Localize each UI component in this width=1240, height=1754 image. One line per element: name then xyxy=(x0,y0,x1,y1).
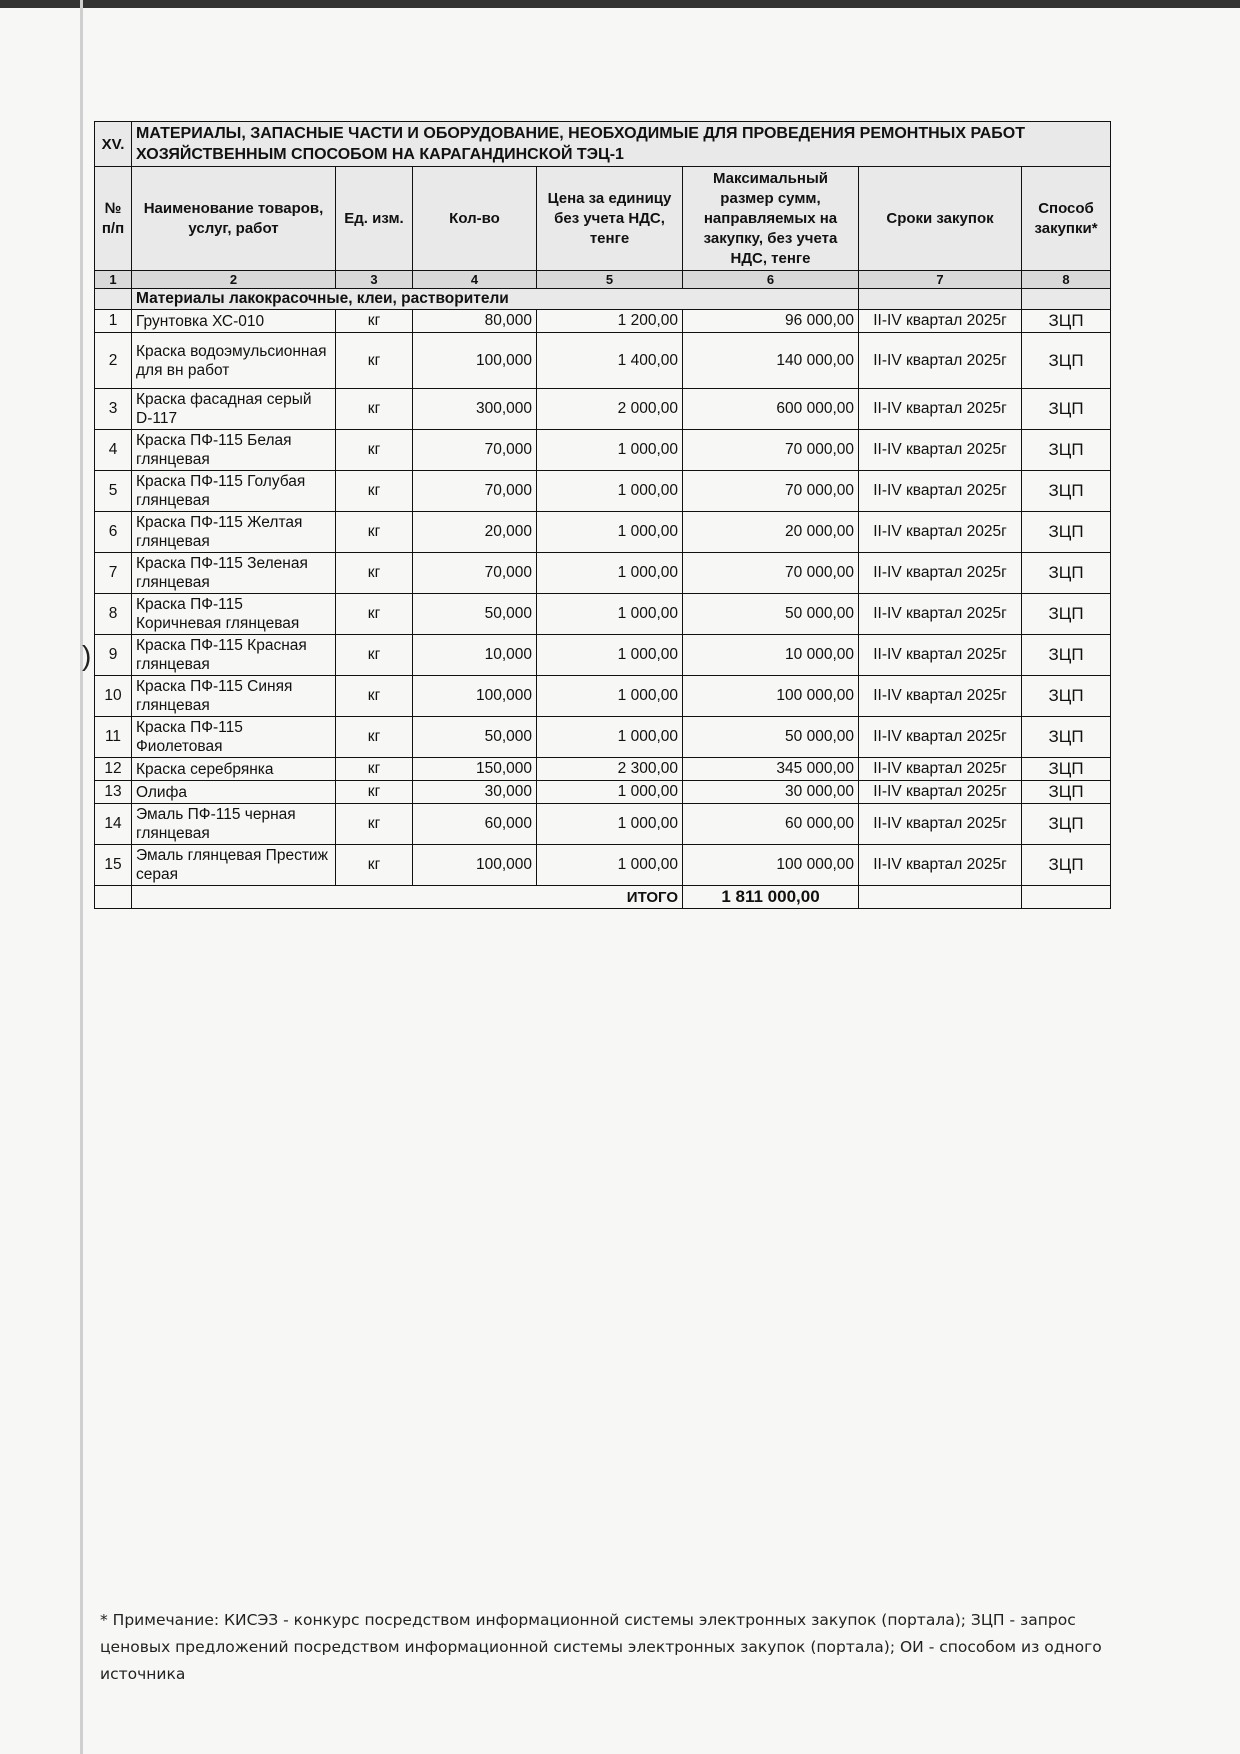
category-num-cell xyxy=(95,289,132,310)
max-sum: 50 000,00 xyxy=(683,717,859,758)
column-index-row xyxy=(95,271,1111,289)
unit: кг xyxy=(336,430,413,471)
total-empty-cell xyxy=(859,886,1022,909)
purchase-period: II-IV квартал 2025г xyxy=(859,333,1022,389)
row-number: 6 xyxy=(95,512,132,553)
footnote: * Примечание: КИСЭЗ - конкурс посредством информационной системы электронных закупок (портала); ЗЦП - запрос ценовых предложений посредством информационной системы электронных закупок (портала); ОИ - способом из одного источника xyxy=(100,1611,1102,1683)
category-label: Материалы лакокрасочные, клеи, растворители xyxy=(132,289,859,310)
col-header-name: Наименование товаров, услуг, работ xyxy=(132,167,336,271)
col-index: 8 xyxy=(1022,271,1111,289)
item-name: Краска ПФ-115 Желтая глянцевая xyxy=(132,512,336,553)
item-name: Краска ПФ-115 Синяя глянцевая xyxy=(132,676,336,717)
row-number: 8 xyxy=(95,594,132,635)
table-row xyxy=(95,676,1111,717)
col-index: 1 xyxy=(95,271,132,289)
row-number: 2 xyxy=(95,333,132,389)
col-index: 5 xyxy=(537,271,683,289)
table-row xyxy=(95,389,1111,430)
section-header-row xyxy=(95,122,1111,167)
table-row xyxy=(95,717,1111,758)
unit-price: 1 000,00 xyxy=(537,717,683,758)
max-sum: 70 000,00 xyxy=(683,471,859,512)
unit-price: 1 000,00 xyxy=(537,594,683,635)
col-index: 2 xyxy=(132,271,336,289)
unit: кг xyxy=(336,781,413,804)
col-header-num: № п/п xyxy=(95,167,132,271)
max-sum: 60 000,00 xyxy=(683,804,859,845)
item-name: Краска серебрянка xyxy=(132,758,336,781)
item-name: Краска ПФ-115 Фиолетовая xyxy=(132,717,336,758)
item-name: Краска ПФ-115 Коричневая глянцевая xyxy=(132,594,336,635)
item-name: Краска ПФ-115 Зеленая глянцевая xyxy=(132,553,336,594)
row-number: 9 xyxy=(95,635,132,676)
unit: кг xyxy=(336,512,413,553)
unit: кг xyxy=(336,471,413,512)
quantity: 100,000 xyxy=(413,676,537,717)
unit-price: 1 000,00 xyxy=(537,553,683,594)
quantity: 80,000 xyxy=(413,310,537,333)
purchase-period: II-IV квартал 2025г xyxy=(859,781,1022,804)
unit-price: 1 000,00 xyxy=(537,635,683,676)
purchase-method: ЗЦП xyxy=(1022,471,1111,512)
purchase-period: II-IV квартал 2025г xyxy=(859,676,1022,717)
table-row xyxy=(95,804,1111,845)
row-number: 13 xyxy=(95,781,132,804)
col-header-sum: Максимальный размер сумм, направляемых на закупку, без учета НДС, тенге xyxy=(683,167,859,271)
purchase-method: ЗЦП xyxy=(1022,781,1111,804)
category-row xyxy=(95,289,1111,310)
max-sum: 10 000,00 xyxy=(683,635,859,676)
col-header-period: Сроки закупок xyxy=(859,167,1022,271)
procurement-table-container xyxy=(94,121,1110,909)
section-title: МАТЕРИАЛЫ, ЗАПАСНЫЕ ЧАСТИ И ОБОРУДОВАНИЕ, НЕОБХОДИМЫЕ ДЛЯ ПРОВЕДЕНИЯ РЕМОНТНЫХ РАБОТ ХОЗЯЙСТВЕННЫМ СПОСОБОМ НА КАРАГАНДИНСКОЙ ТЭЦ-1 xyxy=(132,122,1111,167)
table-row xyxy=(95,781,1111,804)
max-sum: 50 000,00 xyxy=(683,594,859,635)
unit: кг xyxy=(336,676,413,717)
procurement-table xyxy=(94,121,1111,909)
row-number: 14 xyxy=(95,804,132,845)
table-row xyxy=(95,553,1111,594)
item-name: Краска ПФ-115 Белая глянцевая xyxy=(132,430,336,471)
category-empty-cell xyxy=(859,289,1022,310)
unit: кг xyxy=(336,717,413,758)
item-name: Грунтовка ХС-010 xyxy=(132,310,336,333)
max-sum: 70 000,00 xyxy=(683,553,859,594)
table-row xyxy=(95,594,1111,635)
quantity: 70,000 xyxy=(413,471,537,512)
table-row xyxy=(95,758,1111,781)
purchase-method: ЗЦП xyxy=(1022,758,1111,781)
unit-price: 1 000,00 xyxy=(537,430,683,471)
purchase-period: II-IV квартал 2025г xyxy=(859,310,1022,333)
purchase-method: ЗЦП xyxy=(1022,845,1111,886)
column-header-row xyxy=(95,167,1111,271)
row-number: 3 xyxy=(95,389,132,430)
table-row xyxy=(95,635,1111,676)
purchase-period: II-IV квартал 2025г xyxy=(859,758,1022,781)
row-number: 11 xyxy=(95,717,132,758)
purchase-method: ЗЦП xyxy=(1022,512,1111,553)
col-header-method: Способ закупки* xyxy=(1022,167,1111,271)
max-sum: 100 000,00 xyxy=(683,676,859,717)
unit-price: 2 300,00 xyxy=(537,758,683,781)
row-number: 4 xyxy=(95,430,132,471)
row-number: 7 xyxy=(95,553,132,594)
purchase-method: ЗЦП xyxy=(1022,389,1111,430)
col-header-unit: Ед. изм. xyxy=(336,167,413,271)
total-row xyxy=(95,886,1111,909)
purchase-method: ЗЦП xyxy=(1022,676,1111,717)
unit-price: 1 200,00 xyxy=(537,310,683,333)
quantity: 70,000 xyxy=(413,553,537,594)
purchase-period: II-IV квартал 2025г xyxy=(859,804,1022,845)
unit: кг xyxy=(336,594,413,635)
quantity: 70,000 xyxy=(413,430,537,471)
quantity: 10,000 xyxy=(413,635,537,676)
margin-mark: ) xyxy=(82,640,92,671)
item-name: Краска ПФ-115 Красная глянцевая xyxy=(132,635,336,676)
max-sum: 96 000,00 xyxy=(683,310,859,333)
col-header-price: Цена за единицу без учета НДС, тенге xyxy=(537,167,683,271)
unit-price: 1 400,00 xyxy=(537,333,683,389)
purchase-method: ЗЦП xyxy=(1022,333,1111,389)
unit-price: 1 000,00 xyxy=(537,471,683,512)
table-row xyxy=(95,471,1111,512)
row-number: 5 xyxy=(95,471,132,512)
col-index: 6 xyxy=(683,271,859,289)
unit: кг xyxy=(336,758,413,781)
col-index: 3 xyxy=(336,271,413,289)
quantity: 20,000 xyxy=(413,512,537,553)
row-number: 12 xyxy=(95,758,132,781)
total-empty-cell xyxy=(1022,886,1111,909)
quantity: 50,000 xyxy=(413,717,537,758)
max-sum: 345 000,00 xyxy=(683,758,859,781)
table-row xyxy=(95,333,1111,389)
quantity: 100,000 xyxy=(413,845,537,886)
purchase-method: ЗЦП xyxy=(1022,635,1111,676)
item-name: Олифа xyxy=(132,781,336,804)
purchase-period: II-IV квартал 2025г xyxy=(859,471,1022,512)
section-number: XV. xyxy=(95,122,132,167)
item-name: Эмаль глянцевая Престиж серая xyxy=(132,845,336,886)
col-index: 4 xyxy=(413,271,537,289)
total-label: ИТОГО xyxy=(132,886,683,909)
table-row xyxy=(95,310,1111,333)
max-sum: 20 000,00 xyxy=(683,512,859,553)
item-name: Эмаль ПФ-115 черная глянцевая xyxy=(132,804,336,845)
purchase-method: ЗЦП xyxy=(1022,717,1111,758)
purchase-period: II-IV квартал 2025г xyxy=(859,845,1022,886)
quantity: 30,000 xyxy=(413,781,537,804)
item-name: Краска водоэмульсионная для вн работ xyxy=(132,333,336,389)
row-number: 15 xyxy=(95,845,132,886)
quantity: 50,000 xyxy=(413,594,537,635)
quantity: 100,000 xyxy=(413,333,537,389)
purchase-period: II-IV квартал 2025г xyxy=(859,553,1022,594)
unit: кг xyxy=(336,389,413,430)
purchase-period: II-IV квартал 2025г xyxy=(859,512,1022,553)
unit: кг xyxy=(336,845,413,886)
col-index: 7 xyxy=(859,271,1022,289)
total-value: 1 811 000,00 xyxy=(683,886,859,909)
col-header-qty: Кол-во xyxy=(413,167,537,271)
table-row xyxy=(95,845,1111,886)
max-sum: 70 000,00 xyxy=(683,430,859,471)
row-number: 1 xyxy=(95,310,132,333)
table-row xyxy=(95,430,1111,471)
purchase-period: II-IV квартал 2025г xyxy=(859,430,1022,471)
max-sum: 30 000,00 xyxy=(683,781,859,804)
unit-price: 1 000,00 xyxy=(537,676,683,717)
quantity: 300,000 xyxy=(413,389,537,430)
purchase-method: ЗЦП xyxy=(1022,430,1111,471)
row-number: 10 xyxy=(95,676,132,717)
unit: кг xyxy=(336,333,413,389)
unit: кг xyxy=(336,553,413,594)
table-row xyxy=(95,512,1111,553)
quantity: 60,000 xyxy=(413,804,537,845)
purchase-period: II-IV квартал 2025г xyxy=(859,635,1022,676)
max-sum: 600 000,00 xyxy=(683,389,859,430)
binding-edge xyxy=(80,0,83,1754)
purchase-period: II-IV квартал 2025г xyxy=(859,717,1022,758)
scan-top-edge xyxy=(0,0,1240,8)
unit-price: 1 000,00 xyxy=(537,512,683,553)
unit-price: 1 000,00 xyxy=(537,845,683,886)
unit: кг xyxy=(336,804,413,845)
item-name: Краска ПФ-115 Голубая глянцевая xyxy=(132,471,336,512)
purchase-method: ЗЦП xyxy=(1022,553,1111,594)
purchase-method: ЗЦП xyxy=(1022,804,1111,845)
purchase-method: ЗЦП xyxy=(1022,594,1111,635)
unit-price: 1 000,00 xyxy=(537,781,683,804)
max-sum: 100 000,00 xyxy=(683,845,859,886)
quantity: 150,000 xyxy=(413,758,537,781)
unit: кг xyxy=(336,310,413,333)
item-name: Краска фасадная серый D-117 xyxy=(132,389,336,430)
unit-price: 2 000,00 xyxy=(537,389,683,430)
purchase-period: II-IV квартал 2025г xyxy=(859,594,1022,635)
unit: кг xyxy=(336,635,413,676)
unit-price: 1 000,00 xyxy=(537,804,683,845)
max-sum: 140 000,00 xyxy=(683,333,859,389)
total-empty-cell xyxy=(95,886,132,909)
purchase-method: ЗЦП xyxy=(1022,310,1111,333)
category-empty-cell xyxy=(1022,289,1111,310)
purchase-period: II-IV квартал 2025г xyxy=(859,389,1022,430)
